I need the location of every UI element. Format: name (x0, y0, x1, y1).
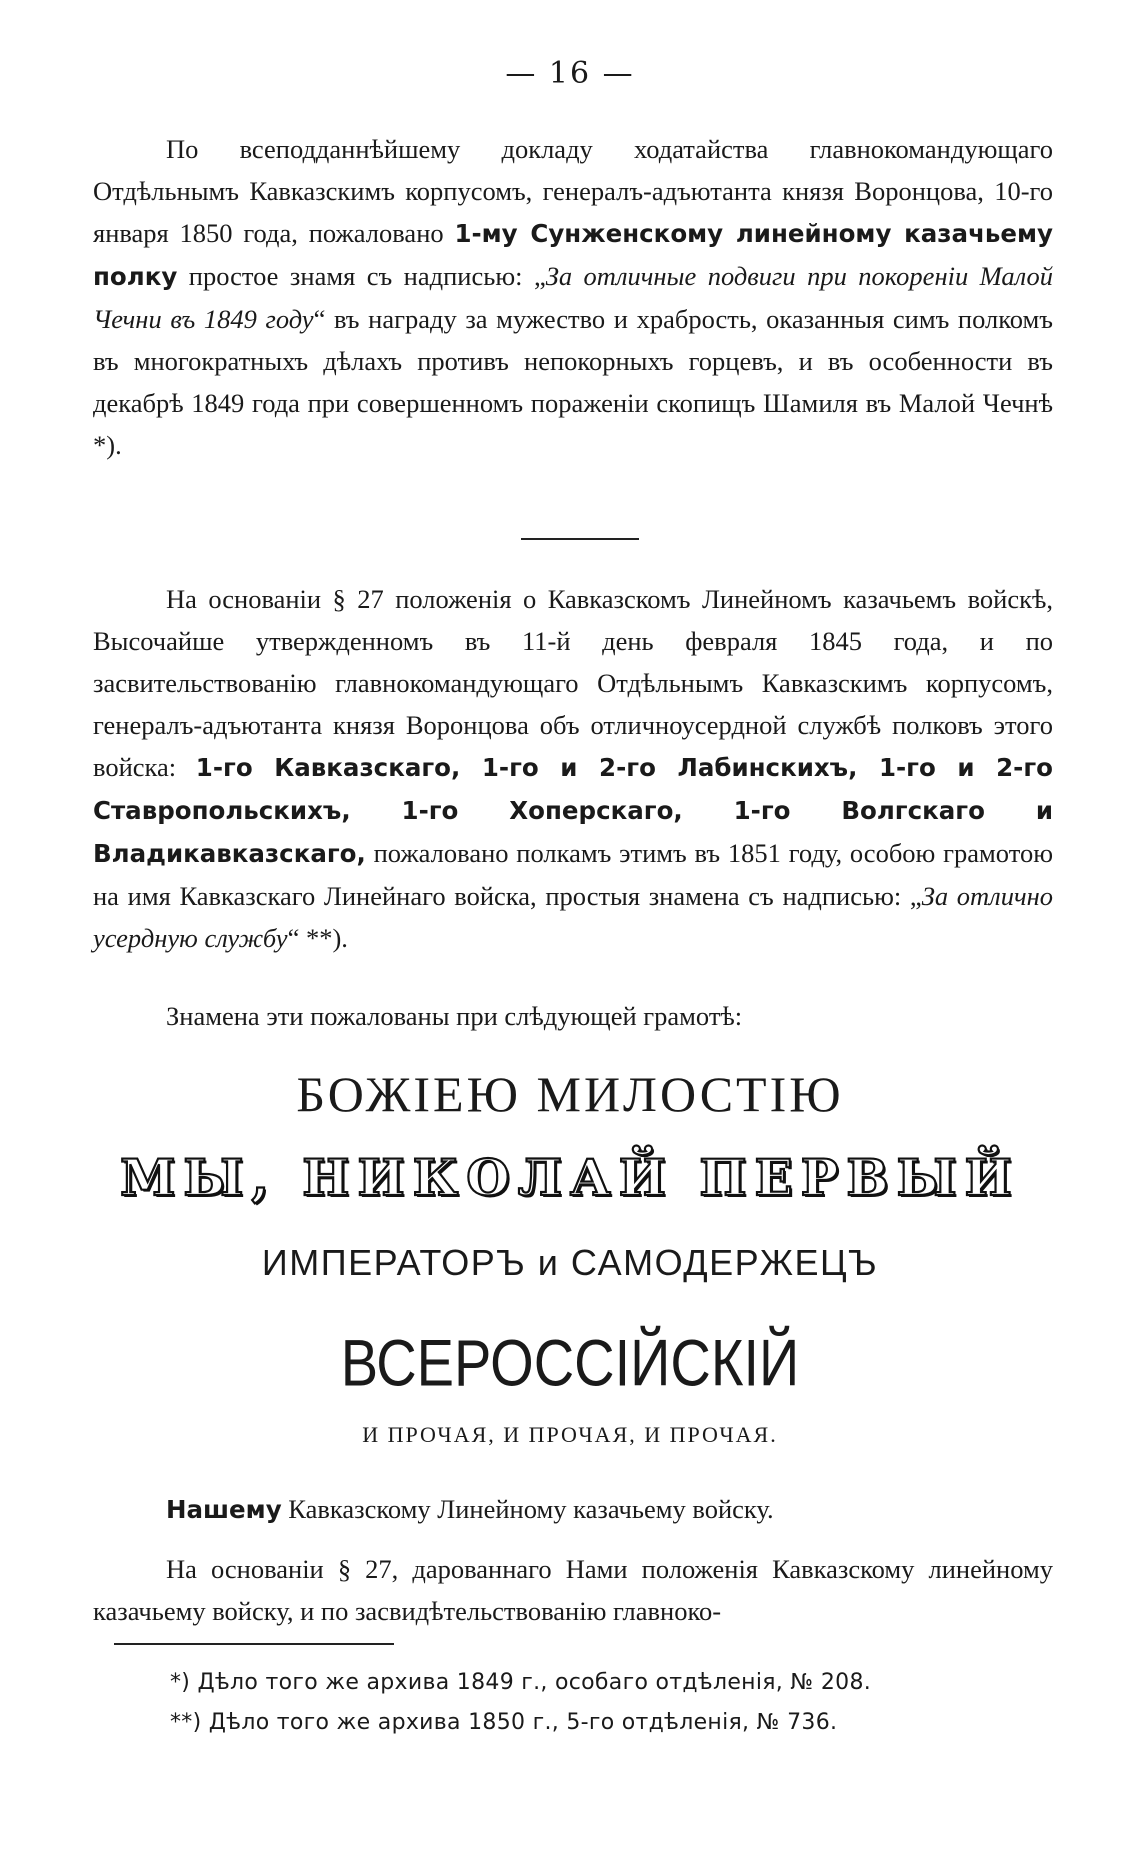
heading-line-2: МЫ, НИКОЛАЙ ПЕРВЫЙ (120, 1148, 1020, 1207)
paragraph-2-text-b: пожаловано полкамъ этимъ въ 1851 году, особою грамотою на имя Кавказскаго Линейнаго войска, простыя знамена съ надписью: „ (93, 838, 1053, 911)
paragraph-4 (93, 1488, 1053, 1531)
paragraph-1-bold-regiment: 1-му Сунженскому линейному казачьему полку (93, 219, 1053, 291)
paragraph-4-text: Кавказскому Линейному казачьему войску. (281, 1494, 774, 1524)
paragraph-1-text-b: простое знамя съ надписью: „ (177, 261, 546, 291)
footnote-2: **) Дѣло того же архива 1850 г., 5-го отдѣленія, № 736. (170, 1710, 838, 1735)
paragraph-2 (93, 578, 1053, 959)
paragraph-1-italic-inscription: За отличные подвиги при покореніи Малой Чечни въ 1849 году (93, 261, 1053, 334)
page-number: — 16 — (505, 56, 635, 91)
heading-line-4: ВСЕРОССІЙСКІЙ (340, 1325, 800, 1400)
heading-line-5: И ПРОЧАЯ, И ПРОЧАЯ, И ПРОЧАЯ. (362, 1422, 778, 1447)
footnote-divider (114, 1643, 394, 1645)
paragraph-2-text-a: На основаніи § 27 положенія о Кавказскомъ Линейномъ казачьемъ войскѣ, Высочайше утвержденномъ въ 11-й день февраля 1845 года, и по засвительствованію главнокомандующаго Отдѣльнымъ Кавказскимъ корпусомъ, генералъ-адъютанта князя Воронцова объ отличноусердной службѣ полковъ этого войска: (93, 584, 1053, 782)
center-divider (521, 538, 639, 540)
paragraph-5: На основаніи § 27, дарованнаго Нами положенія Кавказскому линейному казачьему войску, и по засвидѣтельствованію главноко- (93, 1554, 1053, 1626)
paragraph-2-bold-regiments: 1-го Кавказскаго, 1-го и 2-го Лабинскихъ, 1-го и 2-го Ставропольскихъ, 1-го Хоперскаго, 1-го Волгскаго и Владикавказскаго, (93, 753, 1053, 868)
paragraph-3: Знамена эти пожалованы при слѣдующей грамотѣ: (166, 1001, 743, 1031)
paragraph-1-text-a: По всеподданнѣйшему докладу ходатайства главнокомандующаго Отдѣльнымъ Кавказскимъ корпусомъ, генералъ-адъютанта князя Воронцова, 10-го января 1850 года, пожаловано (93, 134, 1053, 248)
paragraph-1-text-c: “ въ награду за мужество и храбрость, оказанныя симъ полкомъ въ многократныхъ дѣлахъ противъ непокорныхъ горцевъ, и въ особенности въ декабрѣ 1849 года при совершенномъ пораженіи скопищъ Шамиля въ Малой Чечнѣ *). (93, 304, 1053, 460)
paragraph-2-italic-inscription: За отлично усердную службу (93, 881, 1053, 953)
paragraph-4-bold-word: Нашему (166, 1495, 282, 1524)
footnote-1: *) Дѣло того же архива 1849 г., особаго отдѣленія, № 208. (170, 1670, 872, 1695)
heading-line-1: БОЖІЕЮ МИЛОСТІЮ (296, 1066, 844, 1122)
paragraph-2-text-c: “ **). (287, 923, 348, 953)
heading-line-3: ИМПЕРАТОРЪ и САМОДЕРЖЕЦЪ (261, 1242, 879, 1283)
paragraph-1 (93, 128, 1053, 466)
